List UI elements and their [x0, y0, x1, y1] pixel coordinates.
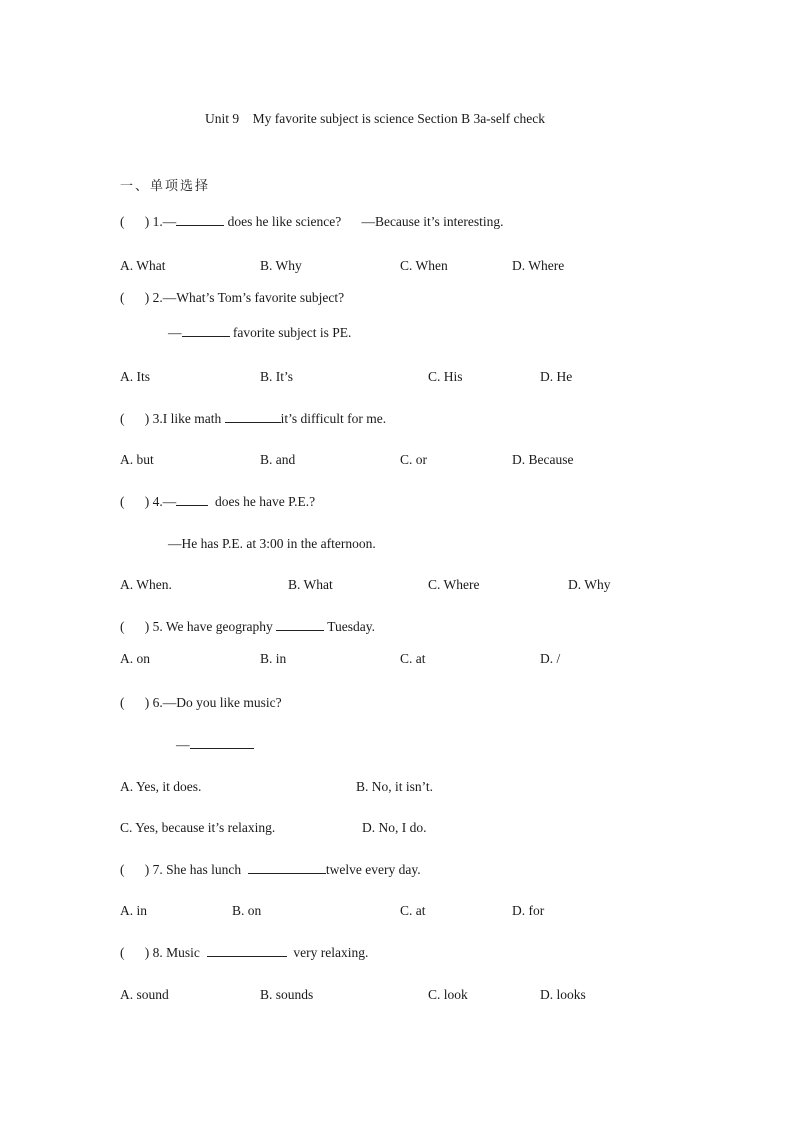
answer-blank: [207, 944, 287, 957]
option-c: C. at: [400, 651, 426, 666]
option-d: D. for: [512, 903, 545, 918]
option-d: D. looks: [540, 987, 586, 1002]
question-stem-after: very relaxing.: [286, 945, 369, 960]
question-stem: ( ) 1.—: [120, 214, 177, 229]
option-a: A. on: [120, 651, 150, 666]
question-stem-after: Tuesday.: [324, 619, 376, 634]
option-c: C. His: [428, 369, 463, 384]
question-stem: ( ) 8. Music: [120, 945, 207, 960]
option-a: A. sound: [120, 987, 169, 1002]
question-7: [120, 861, 421, 879]
option-a: A. in: [120, 903, 147, 918]
option-c: C. or: [400, 452, 427, 467]
question-5: [120, 618, 375, 636]
option-c: C. When: [400, 258, 448, 273]
page-title: Unit 9 My favorite subject is science Section B 3a-self check: [205, 111, 546, 126]
option-a: A. What: [120, 258, 166, 273]
answer-blank: [276, 618, 324, 631]
question-4-answer: —He has P.E. at 3:00 in the afternoon.: [168, 536, 376, 551]
question-6: ( ) 6.—Do you like music?: [120, 695, 282, 710]
option-c: C. look: [428, 987, 468, 1002]
section-heading: 一、单项选择: [120, 179, 211, 194]
option-a: A. but: [120, 452, 154, 467]
option-b: B. on: [232, 903, 262, 918]
answer-blank: [182, 324, 230, 337]
option-b: B. and: [260, 452, 296, 467]
option-d: D. Because: [512, 452, 574, 467]
option-a: A. When.: [120, 577, 172, 592]
option-c: C. Yes, because it’s relaxing.: [120, 820, 276, 835]
question-2: ( ) 2.—What’s Tom’s favorite subject?: [120, 290, 345, 305]
option-b: B. sounds: [260, 987, 314, 1002]
answer-blank: [176, 213, 224, 226]
answer-blank: [248, 861, 326, 874]
question-stem: ( ) 4.—: [120, 494, 177, 509]
option-c: C. Where: [428, 577, 480, 592]
question-4: [120, 493, 315, 511]
option-d: D. Why: [568, 577, 611, 592]
answer-blank: [190, 736, 254, 749]
question-stem: ( ) 3.I like math: [120, 411, 225, 426]
option-c: C. at: [400, 903, 426, 918]
question-stem: ( ) 5. We have geography: [120, 619, 277, 634]
option-b: B. in: [260, 651, 287, 666]
option-d: D. He: [540, 369, 573, 384]
question-6-answer: [176, 736, 254, 754]
option-b: B. Why: [260, 258, 302, 273]
answer-prefix: —: [168, 325, 182, 340]
option-b: B. No, it isn’t.: [356, 779, 434, 794]
option-d: D. Where: [512, 258, 565, 273]
option-a: A. Its: [120, 369, 150, 384]
answer-blank: [225, 410, 281, 423]
question-stem-after: does he have P.E.?: [208, 494, 316, 509]
answer-after: favorite subject is PE.: [229, 325, 352, 340]
option-b: B. It’s: [260, 369, 294, 384]
question-2-answer: [168, 324, 351, 342]
question-stem-after: it’s difficult for me.: [280, 411, 387, 426]
question-stem-after: does he like science? —Because it’s interesting.: [224, 214, 504, 229]
question-3: [120, 410, 386, 428]
option-d: D. No, I do.: [362, 820, 427, 835]
answer-prefix: —: [176, 737, 190, 752]
question-8: [120, 944, 368, 962]
option-b: B. What: [288, 577, 333, 592]
question-stem: ( ) 7. She has lunch: [120, 862, 248, 877]
option-d: D. /: [540, 651, 561, 666]
question-1: [120, 213, 504, 231]
question-stem-after: twelve every day.: [325, 862, 421, 877]
answer-blank: [176, 493, 208, 506]
option-a: A. Yes, it does.: [120, 779, 202, 794]
